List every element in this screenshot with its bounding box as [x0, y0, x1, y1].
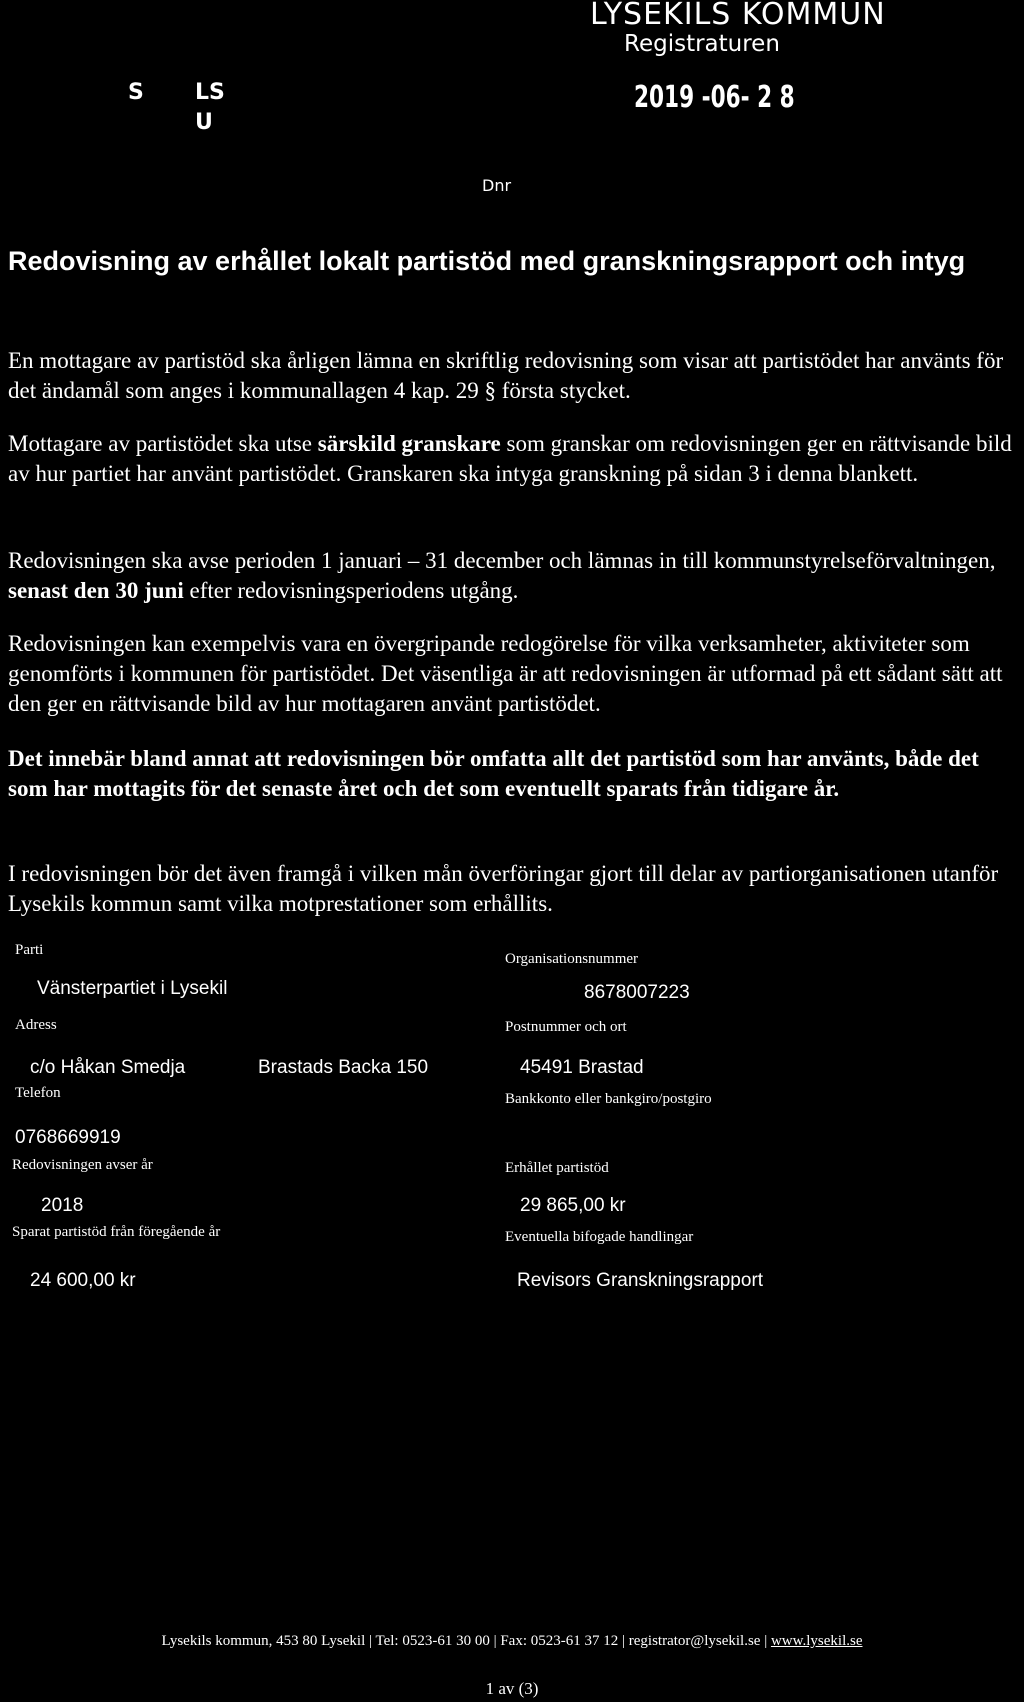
paragraph-intro: En mottagare av partistöd ska årligen lämna en skriftlig redovisning som visar att partistödet har använts för det ändamål som anges i kommunallagen 4 kap. 29 § första stycket. [8, 348, 1004, 403]
sparat-value: 24 600,00 kr [30, 1270, 136, 1291]
paragraph-text: som granskar om redovisningen ger en rättvisande bild av hur partiet har använt partistödet. Granskaren ska intyga granskning på sidan 3 i denna blankett. [8, 431, 1012, 486]
logo-fragment-ls: LS [195, 80, 225, 105]
parti-label: Parti [15, 942, 44, 958]
adress-value-street: Brastads Backa 150 [258, 1057, 429, 1078]
adress-value-co: c/o Håkan Smedja [30, 1057, 186, 1078]
paragraph-important: Det innebär bland annat att redovisningen bör omfatta allt det partistöd som har använts, både det som har mottagits för det senaste året och det som eventuellt sparats från tidigare år. [8, 746, 979, 801]
erhallet-value: 29 865,00 kr [520, 1195, 626, 1216]
dnr-label: Dnr [482, 176, 512, 195]
postnr-value: 45491 Brastad [520, 1057, 644, 1078]
page-number: 1 av (3) [485, 1679, 539, 1698]
paragraph-transfers: I redovisningen bör det även framgå i vilken mån överföringar gjort till delar av partiorganisationen utanför Lysekils kommun samt vilka motprestationer som erhållits. [8, 861, 999, 916]
document-title: Redovisning av erhållet lokalt partistöd med granskningsrapport och intyg [8, 246, 966, 276]
paragraph-text: efter redovisningsperiodens utgång. [183, 578, 519, 603]
telefon-label: Telefon [15, 1085, 61, 1101]
org-label: Organisationsnummer [505, 951, 639, 967]
paragraph-text: Redovisningen ska avse perioden 1 januari – 31 december och lämnas in till kommunstyrelseförvaltningen, [8, 548, 996, 573]
paragraph-text: Mottagare av partistödet ska utse [8, 431, 318, 456]
logo-fragment-s: S [128, 80, 144, 105]
paragraph-granskare [8, 429, 1020, 489]
telefon-value: 0768669919 [15, 1127, 121, 1148]
footer-website-link[interactable]: www.lysekil.se [770, 1633, 863, 1649]
erhallet-label: Erhållet partistöd [505, 1160, 609, 1176]
emphasis-text: särskild granskare [317, 431, 501, 456]
page-footer [0, 1632, 1024, 1650]
bilagor-label: Eventuella bifogade handlingar [505, 1229, 694, 1245]
adress-label: Adress [15, 1017, 57, 1033]
paragraph-example: Redovisningen kan exempelvis vara en övergripande redogörelse för vilka verksamheter, aktiviteter som genomförts i kommunen för partistödet. Det väsentliga är att redovisningen är utformad på ett sådant sätt att den ger en rättvisande bild av hur mottagaren använt partistödet. [8, 631, 1003, 716]
stamp-department: Registraturen [624, 31, 780, 57]
avser-value: 2018 [41, 1195, 84, 1216]
paragraph-period [8, 546, 1020, 606]
bilagor-value: Revisors Granskningsrapport [517, 1270, 764, 1291]
stamp-organization: LYSEKILS KOMMUN [590, 0, 886, 32]
postnr-label: Postnummer och ort [505, 1019, 627, 1035]
sparat-label: Sparat partistöd från föregående år [12, 1224, 221, 1240]
logo-fragment-u: U [195, 110, 213, 135]
parti-value: Vänsterpartiet i Lysekil [37, 978, 228, 999]
emphasis-text: senast den 30 juni [8, 578, 184, 603]
org-value: 8678007223 [584, 982, 690, 1003]
stamp-date: 2019 -06- 2 8 [634, 80, 795, 115]
bank-label: Bankkonto eller bankgiro/postgiro [505, 1091, 712, 1107]
avser-label: Redovisningen avser år [12, 1157, 153, 1173]
footer-contact: Lysekils kommun, 453 80 Lysekil | Tel: 0523-61 30 00 | Fax: 0523-61 37 12 | registrator@lysekil.se | [161, 1633, 771, 1649]
